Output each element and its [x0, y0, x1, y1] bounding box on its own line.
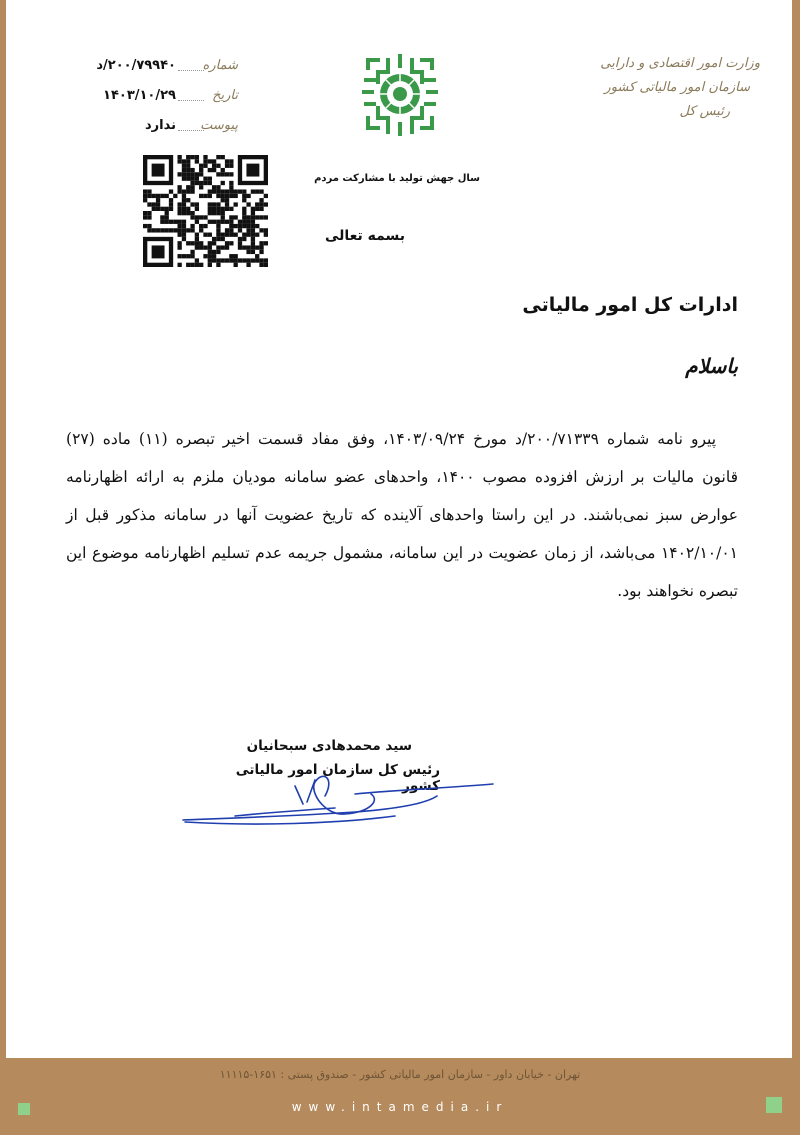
letter-number-row	[88, 58, 238, 88]
qr-code-icon	[143, 155, 268, 267]
ministry-line: وزارت امور اقتصادی و دارایی	[600, 56, 760, 71]
letter-meta	[88, 58, 238, 148]
dotted-line	[178, 130, 204, 131]
footer-address: تهران - خیابان داور - سازمان امور مالیاتی کشور - صندوق پستی : ۱۶۵۱-۱۱۱۱۵	[219, 1068, 581, 1081]
letter-attachment-row	[88, 118, 238, 148]
left-frame-border	[0, 0, 6, 1135]
letter-attachment-label: پیوست	[200, 118, 238, 133]
bismillah-heading: بسمه تعالی	[324, 228, 406, 244]
dotted-line	[178, 70, 204, 71]
letter-body: پیرو نامه شماره ۲۰۰/۷۱۳۳۹/د مورخ ۱۴۰۳/۰۹/۲۴، وفق مفاد قسمت اخیر تبصره (۱۱) ماده (۲۷) قانون مالیات بر ارزش افزوده مصوب ۱۴۰۰، واحدهای عضو سامانه مودیان ملزم به ارائه اظهارنامه عوارض سبز نمی‌باشند. در این راستا واحدهای آلاینده که تاریخ عضویت آنها در سامانه مذکور قبل از ۱۴۰۲/۱۰/۰۱ می‌باشد، از زمان عضویت در این سامانه، مشمول جریمه عدم تسلیم اظهارنامه موضوع این تبصره نخواهند بود.	[66, 430, 739, 600]
footer-left-square	[18, 1103, 30, 1115]
handwritten-signature-icon	[175, 760, 505, 830]
signer-name: سید محمدهادی سبحانیان	[246, 738, 412, 754]
letter-number-value: ۲۰۰/۷۹۹۴۰/د	[96, 58, 176, 73]
position-line: رئیس کل	[679, 104, 730, 119]
footer-website: www.intamedia.ir	[291, 1100, 509, 1114]
right-frame-border	[792, 0, 800, 1135]
tax-organization-emblem-icon	[358, 50, 442, 140]
letter-date-row	[88, 88, 238, 118]
footer-right-square	[766, 1097, 782, 1113]
ministry-header	[590, 52, 760, 124]
year-slogan: سال جهش تولید با مشارکت مردم	[314, 173, 480, 184]
dotted-line	[178, 100, 204, 101]
salutation: باسلام	[685, 354, 738, 378]
recipient-heading: ادارات کل امور مالیاتی	[522, 294, 738, 316]
signer-title: رئیس کل سازمان امور مالیاتی کشور	[235, 762, 440, 794]
letter-date-value: ۱۴۰۳/۱۰/۲۹	[103, 88, 176, 103]
letter-attachment-value: ندارد	[144, 118, 176, 133]
letter-number-label: شماره	[202, 58, 238, 73]
letter-date-label: تاریخ	[212, 88, 238, 103]
organization-line: سازمان امور مالیاتی کشور	[604, 80, 750, 95]
